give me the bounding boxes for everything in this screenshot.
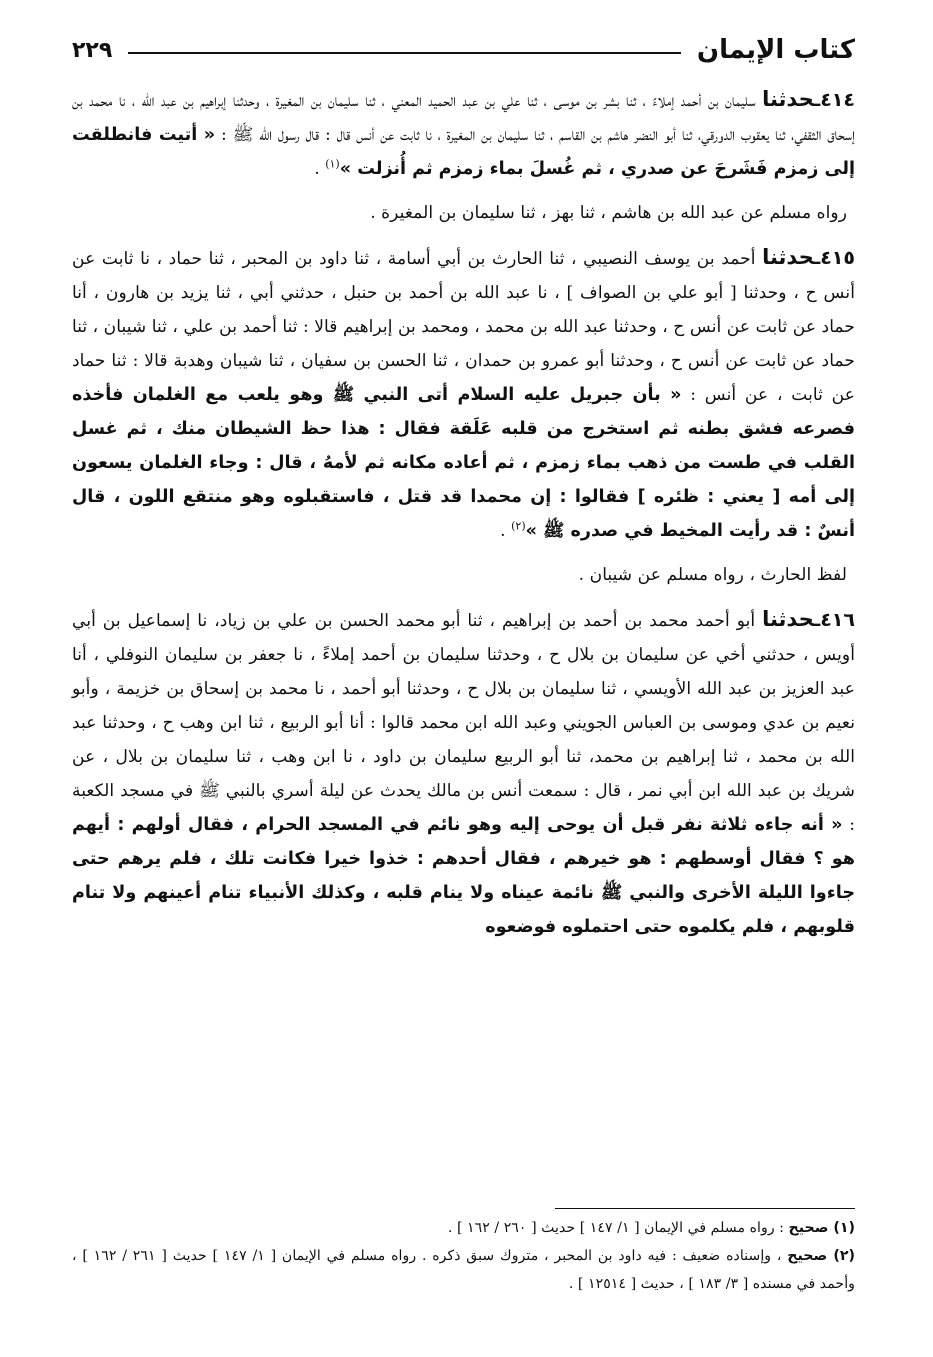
footnote-label: (١) صحيح bbox=[788, 1220, 855, 1236]
hadith-number: ٤١٥ bbox=[820, 247, 855, 269]
hadith-tail: . bbox=[500, 521, 512, 541]
hadith-415 bbox=[72, 240, 855, 548]
footnote-text: ، وإسناده ضعيف : فيه داود بن المحبر ، متروك سبق ذكره . رواه مسلم في الإيمان [ ١/ ١٤٧ ] حديث [ ٢٦١ / ١٦٢ ] ، وأحمد في مسنده [ ٣/ ١٨٣ ] ، حديث [ ١٢٥١٤ ] . bbox=[72, 1248, 855, 1292]
footnote-ref: (٢) bbox=[511, 519, 526, 533]
footnote-1 bbox=[72, 1214, 855, 1242]
hadith-matn: « بأن جبريل عليه السلام أتى النبي ﷺ وهو يلعب مع الغلمان فأخذه فصرعه فشق بطنه ثم استخرج من قلبه عَلَقة فقال : هذا حظ الشيطان منك ، ثم غسل القلب في طست من ذهب بماء زمزم ، ثم أعاده مكانه ثم لأمهُ ، قال : وجاء الغلمان يسعون إلى أمه [ يعني : ظئره ] فقالوا : إن محمدا قد قتل ، فاستقبلوه وهو منتقع اللون ، قال أنسٌ : قد رأيت المخيط في صدره ﷺ » bbox=[72, 385, 855, 541]
narration-note: رواه مسلم عن عبد الله بن هاشم ، ثنا بهز ، ثنا سليمان بن المغيرة . bbox=[370, 203, 847, 223]
narration-note: لفظ الحارث ، رواه مسلم عن شيبان . bbox=[578, 565, 847, 585]
haddathana-keyword: حدثنا bbox=[762, 87, 814, 111]
footnote-separator bbox=[555, 1208, 855, 1209]
hadith-number: ٤١٦ bbox=[820, 609, 855, 631]
running-head bbox=[72, 28, 855, 72]
hadith-tail: . bbox=[314, 159, 326, 179]
footnote-2 bbox=[72, 1242, 855, 1298]
footnote-ref: (١) bbox=[325, 157, 340, 171]
page-body bbox=[72, 82, 855, 944]
hadith-isnad: أبو أحمد محمد بن أحمد بن إبراهيم ، ثنا أبو محمد الحسن بن علي بن زياد، نا إسماعيل بن أبي أويس ، حدثني أخي عن سليمان بن بلال ح ، وحدثنا سليمان بن أحمد إملاءً ، نا جعفر بن سليمان النوفلي ، أنا عبد العزيز بن عبد الله الأويسي ، ثنا سليمان بن بلال ح ، وحدثنا أبو أحمد ، نا محمد بن إسحاق بن خزيمة ، وأبو نعيم بن عدي وموسى بن العباس الجويني وعبد الله ابن محمد قالوا : أنا أبو الربيع ، ثنا ابن وهب ح ، وحدثنا عبد الله بن محمد ، ثنا إبراهيم بن محمد، ثنا أبو الربيع سليمان بن داود ، نا ابن وهب ، ثنا سليمان بن بلال ، عن شريك بن عبد الله ابن أبي نمر ، قال : سمعت أنس بن مالك يحدث عن ليلة أسري بالنبي ﷺ في مسجد الكعبة : bbox=[72, 611, 855, 835]
book-title: كتاب الإيمان bbox=[696, 35, 855, 65]
page-number: ٢٢٩ bbox=[72, 37, 113, 63]
hadith-matn: « أنه جاءه ثلاثة نفر قبل أن يوحى إليه وهو نائم في المسجد الحرام ، فقال أولهم : أيهم هو ؟ فقال أوسطهم : هو خيرهم ، فقال أحدهم : خذوا خيرا فكانت تلك ، فلم يرهم حتى جاءوا الليلة الأخرى والنبي ﷺ نائمة عيناه ولا ينام قلبه ، وكذلك الأنبياء تنام أعينهم ولا تنام قلوبهم ، فلم يكلموه حتى احتملوه فوضعوه bbox=[72, 815, 855, 937]
hadith-416 bbox=[72, 602, 855, 944]
hadith-dash: ـ bbox=[813, 609, 821, 631]
hadith-isnad: أحمد بن يوسف النصيبي ، ثنا الحارث بن أبي أسامة ، ثنا داود بن المحبر ، ثنا حماد ، نا ثابت عن أنس ح ، وحدثنا [ أبو علي بن الصواف ] ، نا عبد الله بن أحمد بن حنبل ، حدثني أبي ، ثنا يزيد بن هارون ، أنا حماد عن ثابت عن أنس ح ، وحدثنا عبد الله بن محمد ، ومحمد بن إبراهيم قالا : ثنا أحمد بن علي ، ثنا شيبان ، ثنا حماد عن ثابت عن أنس ح ، وحدثنا أبو عمرو بن حمدان ، ثنا الحسن بن سفيان ، ثنا شيبان وهدبة قالا : ثنا حماد عن ثابت ، عن أنس : bbox=[71, 249, 855, 405]
footnote-text: : رواه مسلم في الإيمان [ ١/ ١٤٧ ] حديث [ ٢٦٠ / ١٦٢ ] . bbox=[447, 1220, 789, 1236]
footnote-label: (٢) صحيح bbox=[787, 1248, 855, 1264]
hadith-number: ٤١٤ bbox=[820, 89, 855, 111]
hadith-matn: « أتيت فانطلقت إلى زمزم فَشَرحَ عن صدري ، ثم غُسلَ بماء زمزم ثم أُنزلت » bbox=[72, 125, 855, 179]
hadith-isnad: سليمان بن أحمد إملاءً ، ثنا بشر بن موسى ، ثنا علي بن عبد الحميد المعني ، ثنا سليمان بن المغيرة ، وحدثنا إبراهيم بن عبد الله ، نا محمد بن إسحاق الثقفي، ثنا يعقوب الدورقي، ثنا أبو النضر هاشم بن القاسم ، ثنا سليمان بن المغيرة ، نا ثابت عن أنس قال : قال رسول الله ﷺ : bbox=[72, 91, 855, 145]
hadith-dash: ـ bbox=[813, 89, 821, 111]
footnotes bbox=[72, 1214, 855, 1298]
haddathana-keyword: حدثنا bbox=[762, 607, 814, 631]
hadith-414 bbox=[72, 82, 855, 186]
header-rule bbox=[128, 52, 681, 54]
hadith-dash: ـ bbox=[813, 247, 821, 269]
haddathana-keyword: حدثنا bbox=[762, 245, 814, 269]
